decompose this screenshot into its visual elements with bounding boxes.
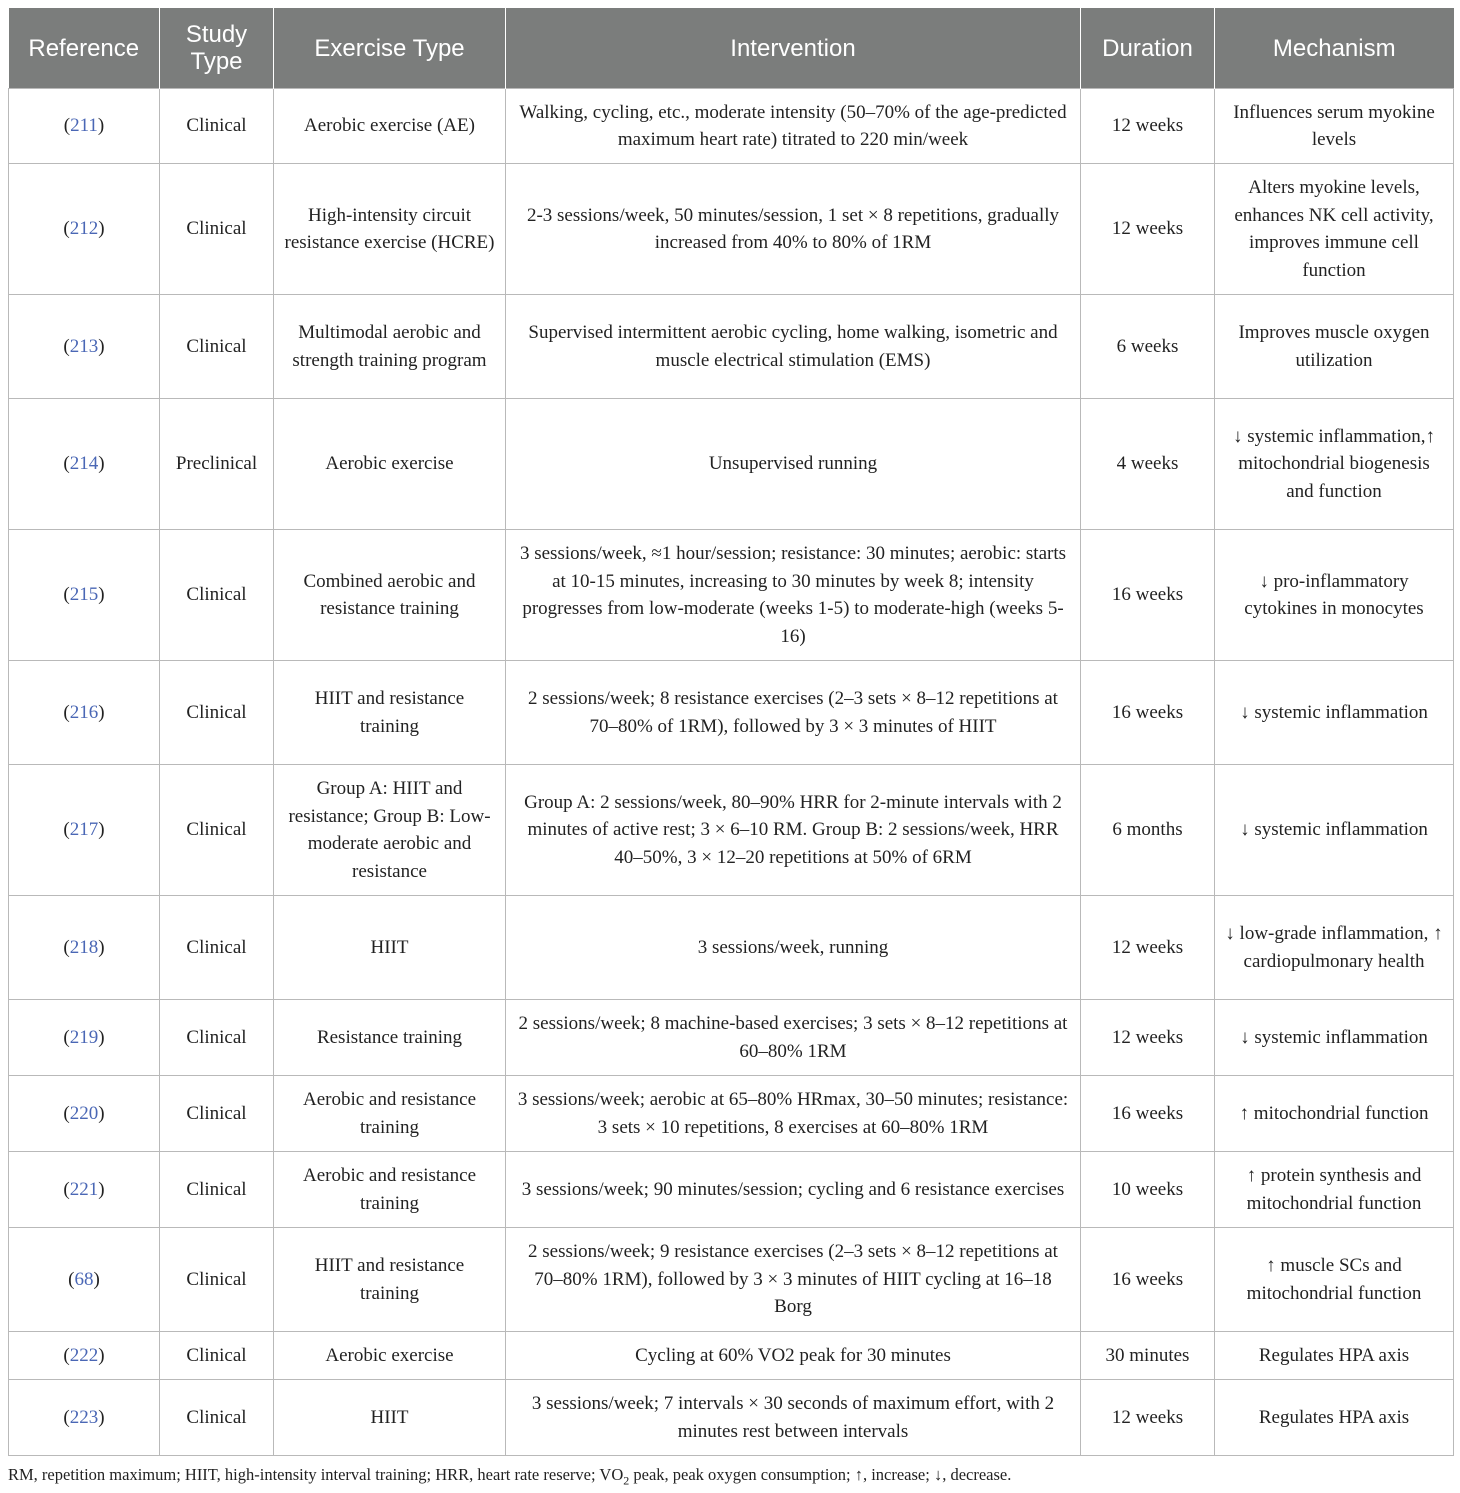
study-type-cell: Clinical <box>160 164 274 295</box>
duration-cell: 16 weeks <box>1081 1076 1215 1152</box>
duration-cell: 10 weeks <box>1081 1152 1215 1228</box>
duration-cell: 12 weeks <box>1081 1380 1215 1456</box>
mechanism-cell: Influences serum myokine levels <box>1215 89 1454 164</box>
reference-link[interactable]: 211 <box>70 115 98 137</box>
mechanism-cell: Alters myokine levels, enhances NK cell activity, improves immune cell function <box>1215 164 1454 295</box>
table-body <box>9 89 1454 1456</box>
study-type-cell: Clinical <box>160 1000 274 1076</box>
footnote-subscript: 2 <box>623 1473 630 1488</box>
table-row <box>9 896 1454 1000</box>
intervention-cell: Supervised intermittent aerobic cycling, home walking, isometric and muscle electrical stimulation (EMS) <box>506 295 1081 399</box>
reference-cell: (221) <box>9 1152 160 1228</box>
table-row <box>9 765 1454 896</box>
reference-link[interactable]: 220 <box>69 1102 99 1124</box>
mechanism-cell: ↓ systemic inflammation <box>1215 1000 1454 1076</box>
study-type-cell: Clinical <box>160 765 274 896</box>
duration-cell: 6 weeks <box>1081 295 1215 399</box>
intervention-cell: 2 sessions/week; 8 resistance exercises (2–3 sets × 8–12 repetitions at 70–80% of 1RM), followed by 3 × 3 minutes of HIIT <box>506 661 1081 765</box>
reference-cell: (217) <box>9 765 160 896</box>
exercise-type-cell: HIIT and resistance training <box>274 661 506 765</box>
mechanism-cell: Regulates HPA axis <box>1215 1380 1454 1456</box>
reference-link[interactable]: 222 <box>69 1344 99 1366</box>
table-row <box>9 1380 1454 1456</box>
reference-link[interactable]: 216 <box>69 701 99 723</box>
footnote-text-1: RM, repetition maximum; HIIT, high-intensity interval training; HRR, heart rate reserve; VO <box>8 1465 624 1484</box>
study-type-cell: Clinical <box>160 89 274 164</box>
header-reference: Reference <box>9 8 160 89</box>
duration-cell: 6 months <box>1081 765 1215 896</box>
exercise-type-cell: Aerobic exercise <box>274 399 506 530</box>
reference-link[interactable]: 217 <box>69 819 99 841</box>
study-type-cell: Clinical <box>160 1332 274 1380</box>
reference-link[interactable]: 68 <box>74 1268 94 1290</box>
mechanism-cell: ↑ muscle SCs and mitochondrial function <box>1215 1228 1454 1332</box>
intervention-cell: 3 sessions/week; aerobic at 65–80% HRmax, 30–50 minutes; resistance: 3 sets × 10 repetitions, 8 exercises at 60–80% 1RM <box>506 1076 1081 1152</box>
reference-link[interactable]: 212 <box>69 218 99 240</box>
duration-cell: 12 weeks <box>1081 89 1215 164</box>
study-type-cell: Clinical <box>160 1380 274 1456</box>
table-row <box>9 399 1454 530</box>
exercise-type-cell: Aerobic and resistance training <box>274 1152 506 1228</box>
duration-cell: 12 weeks <box>1081 1000 1215 1076</box>
footnote-text-2: peak, peak oxygen consumption; ↑, increase; ↓, decrease. <box>629 1465 1012 1484</box>
table-row <box>9 1000 1454 1076</box>
intervention-cell: 2 sessions/week; 8 machine-based exercises; 3 sets × 8–12 repetitions at 60–80% 1RM <box>506 1000 1081 1076</box>
mechanism-cell: Improves muscle oxygen utilization <box>1215 295 1454 399</box>
duration-cell: 4 weeks <box>1081 399 1215 530</box>
intervention-cell: Group A: 2 sessions/week, 80–90% HRR for 2-minute intervals with 2 minutes of active rest; 3 × 6–10 RM. Group B: 2 sessions/week, HRR 40–50%, 3 × 12–20 repetitions at 50% of 6RM <box>506 765 1081 896</box>
reference-cell: (223) <box>9 1380 160 1456</box>
study-type-cell: Clinical <box>160 896 274 1000</box>
exercise-type-cell: Aerobic exercise (AE) <box>274 89 506 164</box>
exercise-type-cell: Aerobic and resistance training <box>274 1076 506 1152</box>
table-row <box>9 164 1454 295</box>
study-type-cell: Clinical <box>160 661 274 765</box>
duration-cell: 12 weeks <box>1081 164 1215 295</box>
header-row <box>9 8 1454 89</box>
reference-cell: (214) <box>9 399 160 530</box>
intervention-cell: 3 sessions/week, ≈1 hour/session; resistance: 30 minutes; aerobic: starts at 10-15 minutes, increasing to 30 minutes by week 8; intensity progresses from low-moderate (weeks 1-5) to moderate-high (weeks 5-16) <box>506 530 1081 661</box>
exercise-type-cell: Group A: HIIT and resistance; Group B: Low-moderate aerobic and resistance <box>274 765 506 896</box>
duration-cell: 30 minutes <box>1081 1332 1215 1380</box>
intervention-cell: 3 sessions/week; 90 minutes/session; cycling and 6 resistance exercises <box>506 1152 1081 1228</box>
study-type-cell: Clinical <box>160 1228 274 1332</box>
reference-link[interactable]: 213 <box>69 335 99 357</box>
reference-link[interactable]: 218 <box>69 936 99 958</box>
duration-cell: 16 weeks <box>1081 661 1215 765</box>
table-row <box>9 530 1454 661</box>
exercise-type-cell: Resistance training <box>274 1000 506 1076</box>
mechanism-cell: ↓ systemic inflammation <box>1215 765 1454 896</box>
reference-link[interactable]: 219 <box>69 1026 99 1048</box>
duration-cell: 12 weeks <box>1081 896 1215 1000</box>
mechanism-cell: ↓ low-grade inflammation, ↑ cardiopulmonary health <box>1215 896 1454 1000</box>
table-row <box>9 295 1454 399</box>
reference-cell: (219) <box>9 1000 160 1076</box>
header-duration: Duration <box>1081 8 1215 89</box>
reference-cell: (220) <box>9 1076 160 1152</box>
intervention-cell: Cycling at 60% VO2 peak for 30 minutes <box>506 1332 1081 1380</box>
study-type-cell: Preclinical <box>160 399 274 530</box>
exercise-type-cell: Combined aerobic and resistance training <box>274 530 506 661</box>
table-footnote <box>8 1464 1453 1491</box>
table-row <box>9 1332 1454 1380</box>
reference-cell: (215) <box>9 530 160 661</box>
reference-cell: (218) <box>9 896 160 1000</box>
table-row <box>9 89 1454 164</box>
intervention-cell: 2 sessions/week; 9 resistance exercises (2–3 sets × 8–12 repetitions at 70–80% 1RM), followed by 3 × 3 minutes of HIIT cycling at 16–18 Borg <box>506 1228 1081 1332</box>
mechanism-cell: ↓ systemic inflammation,↑ mitochondrial biogenesis and function <box>1215 399 1454 530</box>
study-type-cell: Clinical <box>160 530 274 661</box>
header-mechanism: Mechanism <box>1215 8 1454 89</box>
reference-cell: (211) <box>9 89 160 164</box>
reference-cell: (222) <box>9 1332 160 1380</box>
exercise-type-cell: Aerobic exercise <box>274 1332 506 1380</box>
reference-link[interactable]: 214 <box>69 453 99 475</box>
mechanism-cell: ↑ mitochondrial function <box>1215 1076 1454 1152</box>
mechanism-cell: Regulates HPA axis <box>1215 1332 1454 1380</box>
reference-cell: (68) <box>9 1228 160 1332</box>
header-study-type: Study Type <box>160 8 274 89</box>
table-row <box>9 1076 1454 1152</box>
reference-cell: (213) <box>9 295 160 399</box>
intervention-cell: Walking, cycling, etc., moderate intensity (50–70% of the age-predicted maximum heart rate) titrated to 220 min/week <box>506 89 1081 164</box>
table-row <box>9 1228 1454 1332</box>
exercise-type-cell: HIIT <box>274 896 506 1000</box>
table-row <box>9 661 1454 765</box>
reference-cell: (216) <box>9 661 160 765</box>
header-exercise-type: Exercise Type <box>274 8 506 89</box>
intervention-cell: 2-3 sessions/week, 50 minutes/session, 1 set × 8 repetitions, gradually increased from 40% to 80% of 1RM <box>506 164 1081 295</box>
mechanism-cell: ↑ protein synthesis and mitochondrial function <box>1215 1152 1454 1228</box>
exercise-type-cell: HIIT <box>274 1380 506 1456</box>
duration-cell: 16 weeks <box>1081 1228 1215 1332</box>
exercise-type-cell: HIIT and resistance training <box>274 1228 506 1332</box>
study-type-cell: Clinical <box>160 1076 274 1152</box>
exercise-type-cell: Multimodal aerobic and strength training program <box>274 295 506 399</box>
duration-cell: 16 weeks <box>1081 530 1215 661</box>
reference-link[interactable]: 223 <box>69 1406 99 1428</box>
intervention-cell: 3 sessions/week, running <box>506 896 1081 1000</box>
reference-cell: (212) <box>9 164 160 295</box>
reference-link[interactable]: 215 <box>69 584 99 606</box>
exercise-type-cell: High-intensity circuit resistance exercise (HCRE) <box>274 164 506 295</box>
exercise-intervention-table <box>8 8 1454 1456</box>
mechanism-cell: ↓ systemic inflammation <box>1215 661 1454 765</box>
mechanism-cell: ↓ pro-inflammatory cytokines in monocytes <box>1215 530 1454 661</box>
intervention-cell: 3 sessions/week; 7 intervals × 30 seconds of maximum effort, with 2 minutes rest between intervals <box>506 1380 1081 1456</box>
study-type-cell: Clinical <box>160 1152 274 1228</box>
intervention-cell: Unsupervised running <box>506 399 1081 530</box>
header-intervention: Intervention <box>506 8 1081 89</box>
reference-link[interactable]: 221 <box>69 1178 99 1200</box>
study-type-cell: Clinical <box>160 295 274 399</box>
table-row <box>9 1152 1454 1228</box>
